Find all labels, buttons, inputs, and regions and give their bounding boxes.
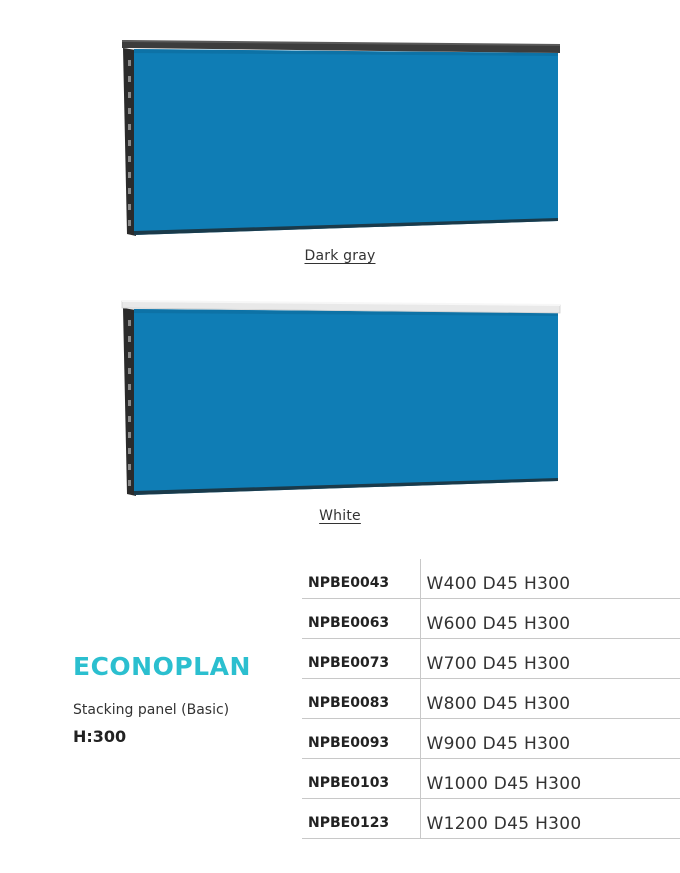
product-dimensions: [420, 639, 680, 679]
table-row: [302, 639, 680, 679]
variant-caption: White: [319, 508, 361, 524]
product-dimensions: [420, 799, 680, 839]
product-dimensions-text: W400 D45 H300: [426, 574, 571, 594]
table-row: [302, 679, 680, 719]
table-row: [302, 759, 680, 799]
product-code-text: NPBE0083: [308, 695, 390, 711]
panel-face: [134, 49, 558, 235]
product-dimensions-text: W1000 D45 H300: [426, 774, 582, 794]
panel-image-dark-gray: [118, 36, 564, 241]
product-code-text: NPBE0123: [308, 815, 390, 831]
product-dimensions: [420, 719, 680, 759]
product-code: [302, 759, 420, 799]
variant-caption: Dark gray: [304, 248, 376, 264]
product-code-text: NPBE0093: [308, 735, 390, 751]
product-code-text: NPBE0103: [308, 775, 390, 791]
table-row: [302, 719, 680, 759]
product-height: H:300: [73, 727, 127, 746]
product-code-text: NPBE0043: [308, 575, 390, 591]
product-subtitle: Stacking panel (Basic): [73, 702, 230, 718]
product-code: [302, 679, 420, 719]
product-dimensions-text: W800 D45 H300: [426, 694, 571, 714]
product-code: [302, 639, 420, 679]
brand-title: ECONOPLAN: [73, 652, 251, 681]
product-code: [302, 559, 420, 599]
table-row: [302, 799, 680, 839]
product-code: [302, 719, 420, 759]
product-dimensions: [420, 679, 680, 719]
product-dimensions: [420, 559, 680, 599]
panel-face: [134, 309, 558, 495]
product-code-text: NPBE0073: [308, 655, 390, 671]
panel-image-white: [118, 296, 564, 501]
spec-table: [302, 559, 680, 839]
product-dimensions: [420, 599, 680, 639]
product-dimensions-text: W700 D45 H300: [426, 654, 571, 674]
table-row: [302, 559, 680, 599]
product-dimensions-text: W600 D45 H300: [426, 614, 571, 634]
product-dimensions: [420, 759, 680, 799]
product-dimensions-text: W1200 D45 H300: [426, 814, 582, 834]
product-dimensions-text: W900 D45 H300: [426, 734, 571, 754]
table-row: [302, 599, 680, 639]
product-code: [302, 799, 420, 839]
product-code: [302, 599, 420, 639]
product-code-text: NPBE0063: [308, 615, 390, 631]
